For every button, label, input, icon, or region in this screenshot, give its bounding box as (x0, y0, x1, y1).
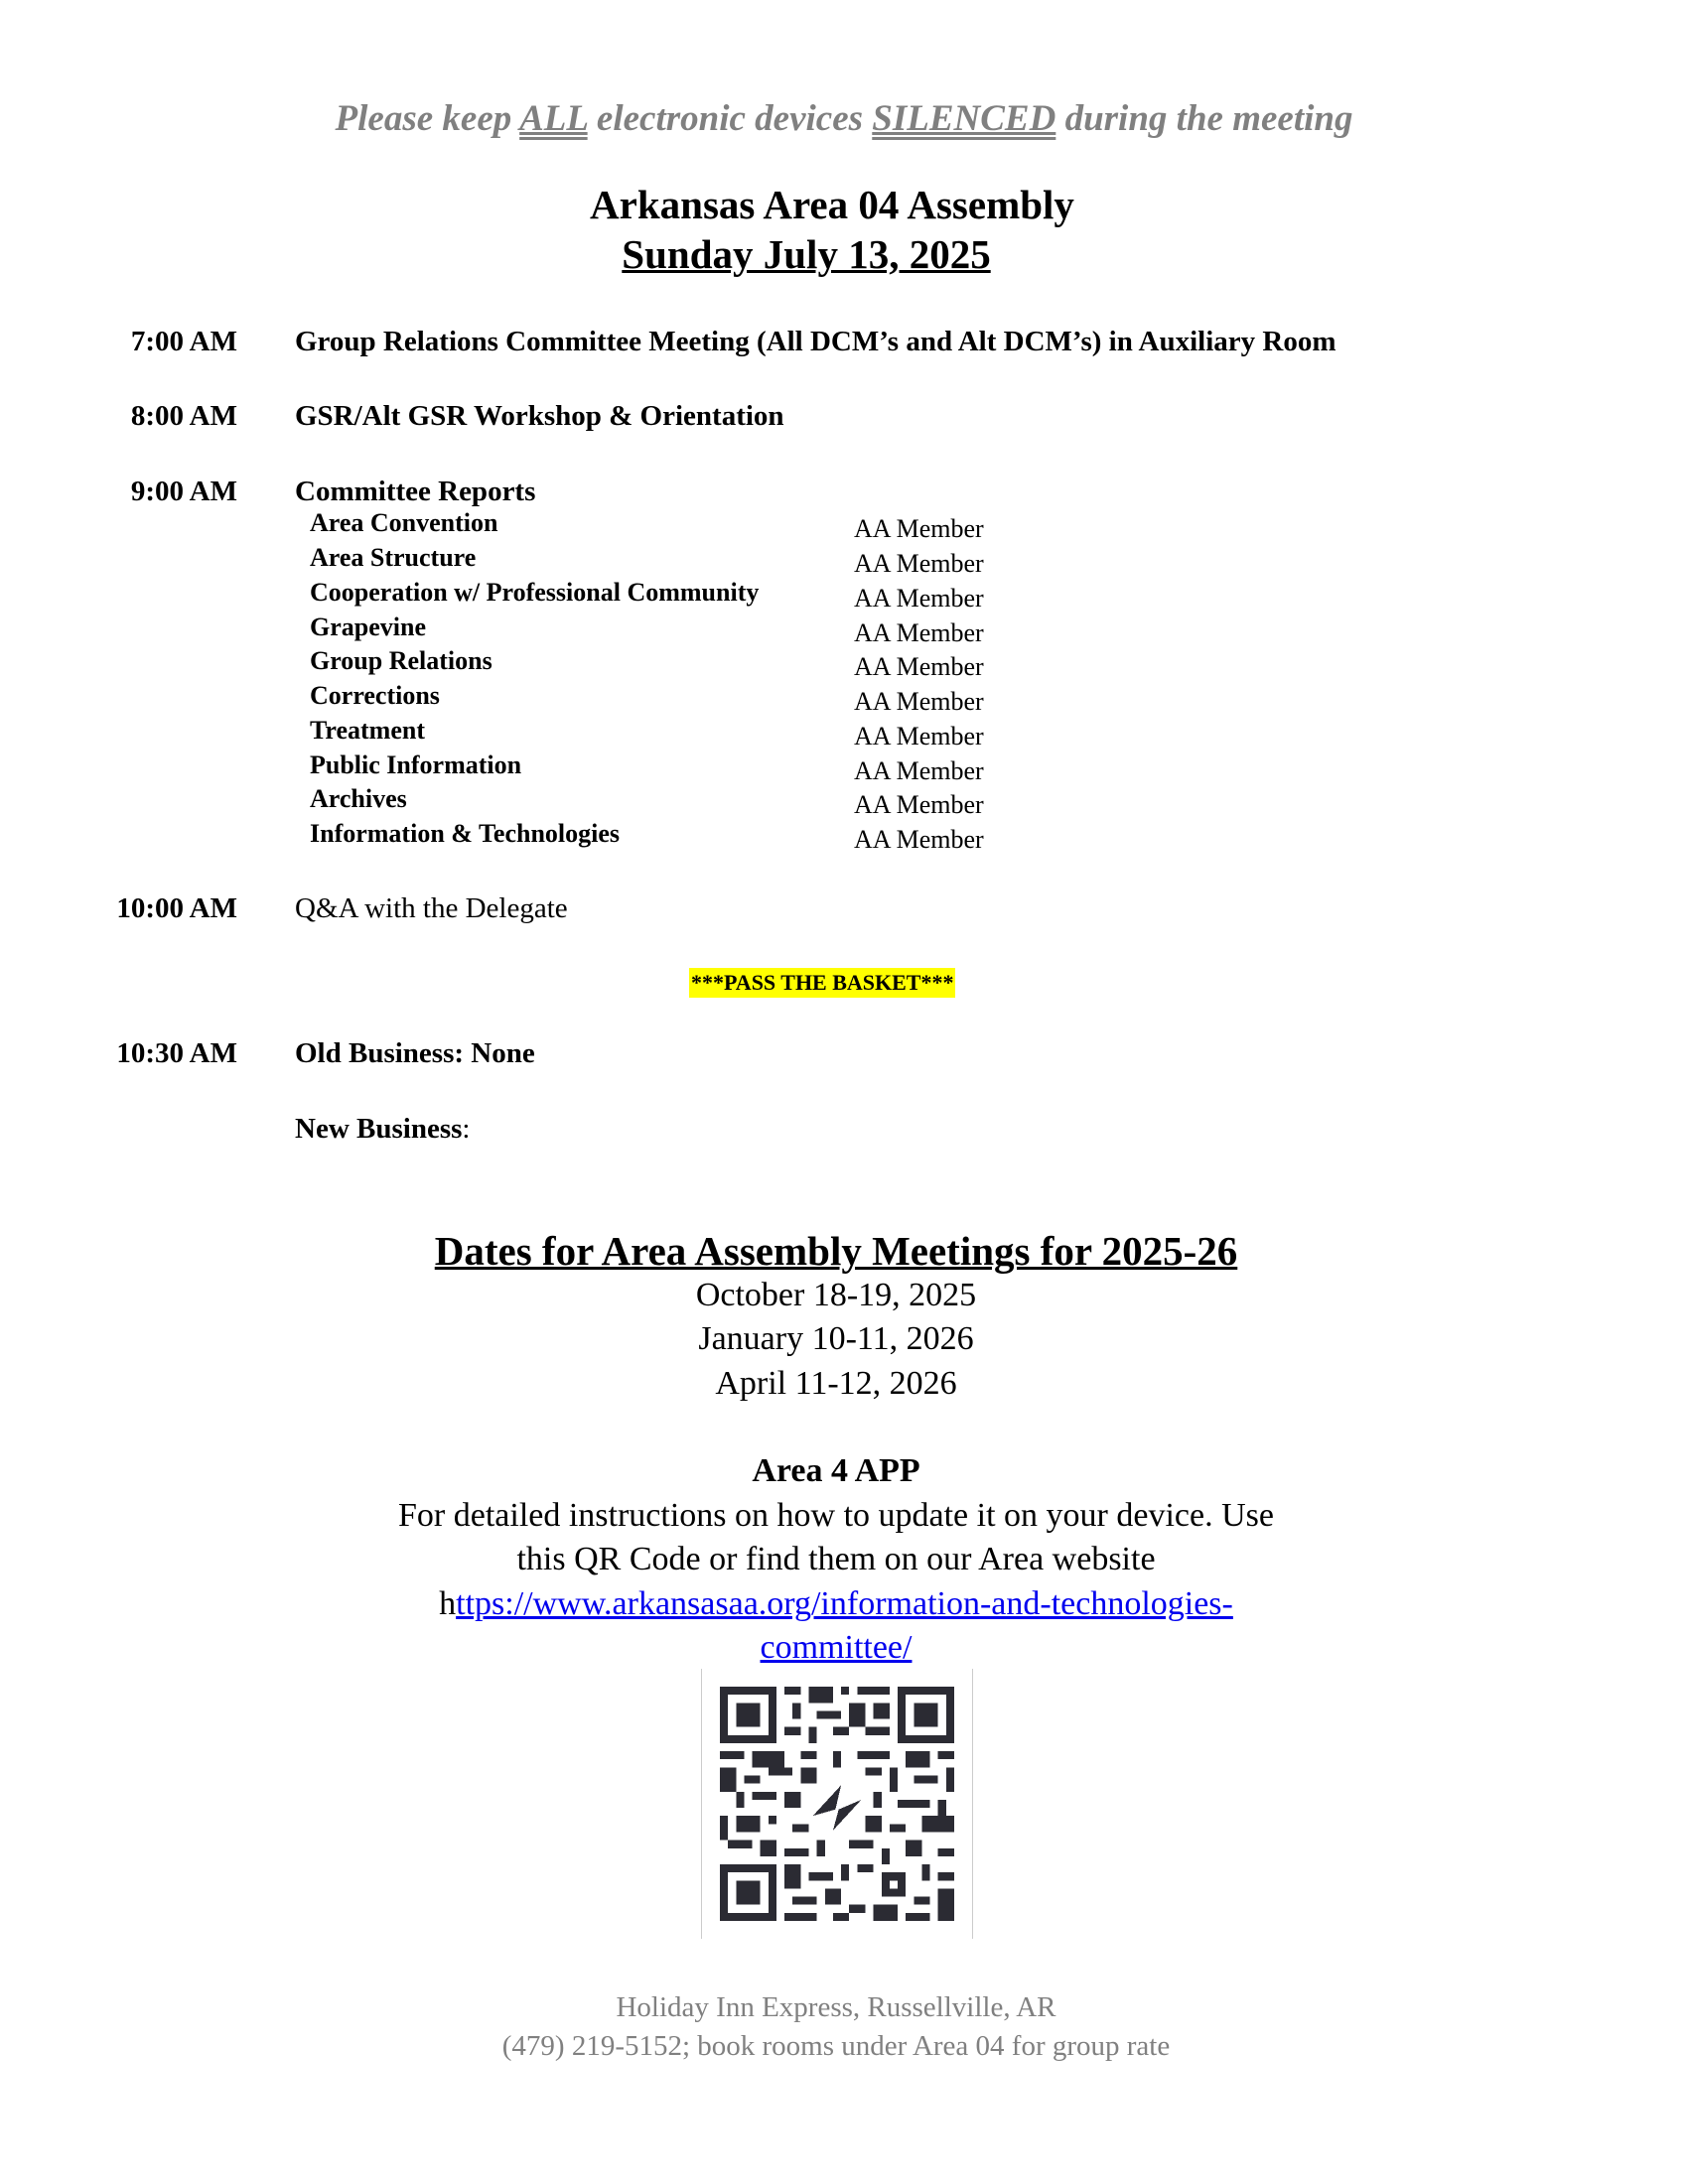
booking-text: (479) 219-5152; book rooms under Area 04 for group rate (501, 2030, 1171, 2062)
link-prefix: h (439, 1585, 457, 1622)
committee-name: Public Information (310, 751, 522, 779)
app-instructions: this QR Code or find them on our Area website (516, 1541, 1156, 1577)
committee-presenter: AA Member (854, 756, 984, 785)
committee-name: Corrections (310, 681, 440, 710)
new-business (295, 1113, 470, 1146)
assembly-date: April 11-12, 2026 (715, 1365, 957, 1402)
committee-name: Group Relations (310, 646, 492, 675)
notice-text: Please keep (335, 98, 520, 139)
schedule-item: Group Relations Committee Meeting (All DCM’s and Alt DCM’s) in Auxiliary Room (295, 326, 1336, 357)
committee-name: Information & Technologies (310, 819, 621, 848)
schedule-time: 7:00 AM (130, 326, 237, 357)
app-heading: Area 4 APP (752, 1452, 920, 1489)
committee-presenter: AA Member (854, 618, 984, 647)
schedule-time: 9:00 AM (130, 476, 237, 507)
schedule-time: 10:00 AM (116, 892, 237, 924)
committee-reports-heading: Committee Reports (295, 476, 536, 507)
schedule-time: 8:00 AM (130, 400, 237, 432)
committee-presenter: AA Member (854, 549, 984, 578)
page-title: Arkansas Area 04 Assembly (590, 182, 1074, 227)
website-link-line (0, 1585, 1672, 1623)
committee-name: Grapevine (310, 613, 426, 641)
committee-name: Cooperation w/ Professional Community (310, 578, 760, 607)
notice-text: during the meeting (1055, 98, 1353, 139)
committee-presenter: AA Member (854, 687, 984, 716)
app-instructions: For detailed instructions on how to update it on your device. Use (398, 1497, 1274, 1534)
committee-presenter: AA Member (854, 825, 984, 854)
website-link[interactable]: ttps://www.arkansasaa.org/information-and-technologies- (456, 1585, 1233, 1622)
committee-presenter: AA Member (854, 652, 984, 681)
committee-name: Area Structure (310, 543, 477, 572)
notice-silenced: SILENCED (872, 98, 1056, 139)
assembly-date: October 18-19, 2025 (695, 1277, 977, 1313)
committee-name: Archives (310, 784, 407, 813)
committee-presenter: AA Member (854, 584, 984, 613)
meeting-date: Sunday July 13, 2025 (622, 231, 991, 277)
committee-presenter: AA Member (854, 722, 984, 751)
assembly-date: January 10-11, 2026 (698, 1320, 974, 1357)
assembly-dates-heading: Dates for Area Assembly Meetings for 2025-26 (434, 1228, 1238, 1274)
new-business-label: New Business (295, 1113, 463, 1145)
new-business-colon: : (462, 1113, 471, 1145)
committee-name: Area Convention (310, 508, 498, 537)
website-link[interactable]: committee/ (760, 1629, 913, 1666)
schedule-item: Old Business: None (295, 1037, 535, 1069)
pass-the-basket-banner: ***PASS THE BASKET*** (689, 968, 955, 998)
committee-presenter: AA Member (854, 790, 984, 819)
schedule-time: 10:30 AM (116, 1037, 237, 1069)
silence-notice (0, 97, 1688, 140)
schedule-item: GSR/Alt GSR Workshop & Orientation (295, 400, 784, 432)
committee-presenter: AA Member (854, 514, 984, 543)
venue-text: Holiday Inn Express, Russellville, AR (616, 1991, 1056, 2023)
schedule-item: Q&A with the Delegate (295, 892, 568, 924)
website-link-line (0, 1629, 1672, 1667)
notice-all: ALL (519, 98, 588, 139)
committee-name: Treatment (310, 716, 425, 745)
qr-code-icon[interactable] (701, 1669, 973, 1939)
notice-text: electronic devices (587, 98, 873, 139)
qr-code-graphic (717, 1687, 957, 1921)
